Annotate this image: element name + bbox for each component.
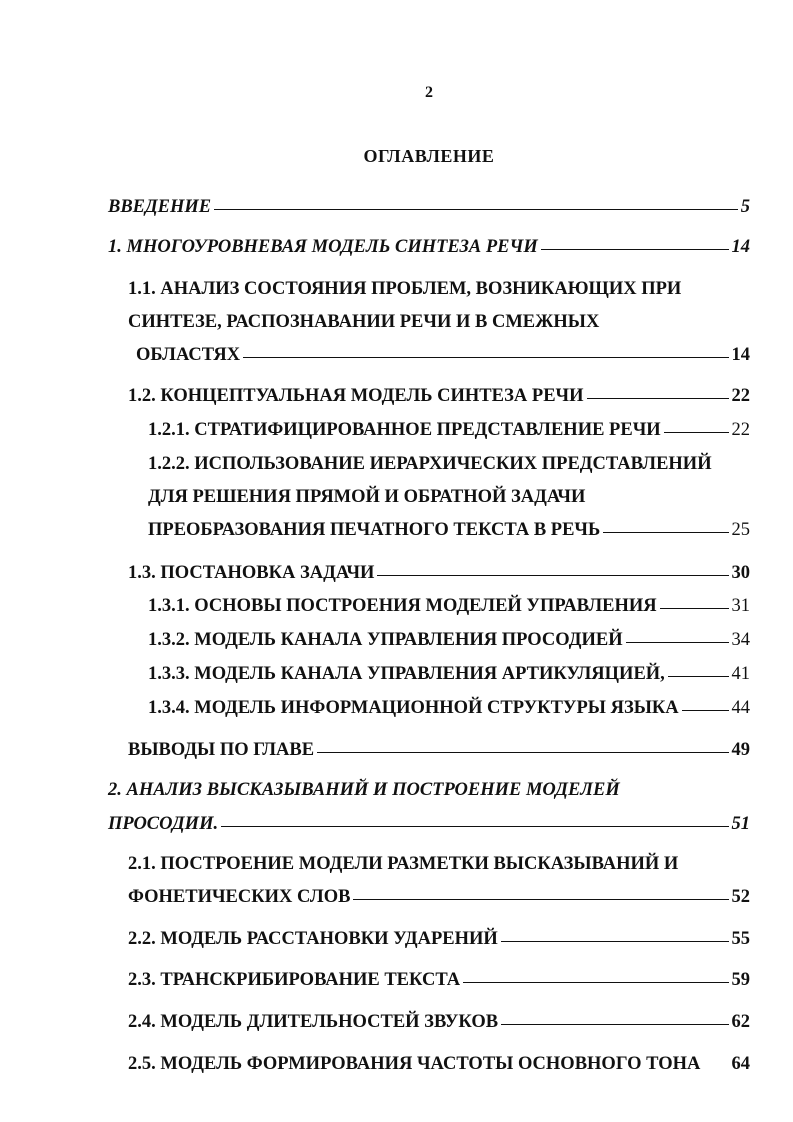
toc-page-number: 44 <box>731 698 750 718</box>
toc-page-number: 52 <box>731 887 750 907</box>
toc-entry-text: ВЫВОДЫ ПО ГЛАВЕ <box>128 740 315 760</box>
toc-leader <box>243 357 728 358</box>
toc-entry-text: 1.3. ПОСТАНОВКА ЗАДАЧИ <box>128 563 375 583</box>
toc-entry-text: 1.3.1. ОСНОВЫ ПОСТРОЕНИЯ МОДЕЛЕЙ УПРАВЛЕНИЯ <box>148 596 657 616</box>
toc-leader <box>603 532 728 533</box>
toc-entry-1-3-1 <box>148 596 750 617</box>
toc-entry-1-2-2-line-3 <box>148 520 750 541</box>
toc-entry-1-2 <box>128 386 750 407</box>
toc-entry-text: ВВЕДЕНИЕ <box>108 197 212 217</box>
toc-entry-text: 1.2. КОНЦЕПТУАЛЬНАЯ МОДЕЛЬ СИНТЕЗА РЕЧИ <box>128 386 584 406</box>
toc-page-number: 14 <box>731 345 750 365</box>
toc-page-number: 41 <box>731 664 750 684</box>
toc-page-number: 14 <box>731 237 750 257</box>
toc-page-number: 5 <box>740 197 750 217</box>
toc-page-number: 31 <box>731 596 750 616</box>
toc-entry-1-3 <box>128 563 750 584</box>
toc-entry-text: ФОНЕТИЧЕСКИХ СЛОВ <box>128 887 351 907</box>
toc-leader <box>587 398 729 399</box>
toc-leader <box>668 676 729 677</box>
toc-entry-1-3-2 <box>148 630 750 651</box>
toc-entry-introduction <box>108 197 750 218</box>
toc-leader <box>501 1024 728 1025</box>
toc-entry-chapter-1 <box>108 237 750 258</box>
toc-entry-2-3 <box>128 970 750 991</box>
toc-leader <box>501 941 729 942</box>
toc-entry-text: 2.5. МОДЕЛЬ ФОРМИРОВАНИЯ ЧАСТОТЫ ОСНОВНОГО ТОНА <box>128 1054 701 1074</box>
toc-entry-text: 2.2. МОДЕЛЬ РАССТАНОВКИ УДАРЕНИЙ <box>128 929 498 949</box>
toc-leader <box>463 982 728 983</box>
toc-page-number: 62 <box>731 1012 750 1032</box>
toc-entry-2-1-line-1: 2.1. ПОСТРОЕНИЕ МОДЕЛИ РАЗМЕТКИ ВЫСКАЗЫВАНИЙ И <box>128 854 679 874</box>
toc-entry-chapter-2-line-2 <box>108 814 750 835</box>
toc-page-number: 22 <box>731 420 750 440</box>
toc-leader <box>317 752 728 753</box>
toc-title: ОГЛАВЛЕНИЕ <box>363 146 495 166</box>
toc-entry-text: ПРЕОБРАЗОВАНИЯ ПЕЧАТНОГО ТЕКСТА В РЕЧЬ <box>148 520 601 540</box>
toc-entry-1-1-line-2: СИНТЕЗЕ, РАСПОЗНАВАНИИ РЕЧИ И В СМЕЖНЫХ <box>128 312 600 332</box>
toc-page-number: 64 <box>731 1054 750 1074</box>
toc-entry-2-5 <box>128 1054 750 1075</box>
toc-entry-1-2-2-line-2: ДЛЯ РЕШЕНИЯ ПРЯМОЙ И ОБРАТНОЙ ЗАДАЧИ <box>148 487 586 507</box>
toc-page-number: 59 <box>731 970 750 990</box>
toc-leader <box>353 899 728 900</box>
toc-entry-text: 1.2.1. СТРАТИФИЦИРОВАННОЕ ПРЕДСТАВЛЕНИЕ РЕЧИ <box>148 420 661 440</box>
toc-entry-1-3-4 <box>148 698 750 719</box>
toc-leader <box>660 608 729 609</box>
toc-leader <box>221 826 728 827</box>
toc-entry-text: 2.3. ТРАНСКРИБИРОВАНИЕ ТЕКСТА <box>128 970 461 990</box>
toc-entry-text: 1.3.4. МОДЕЛЬ ИНФОРМАЦИОННОЙ СТРУКТУРЫ ЯЗЫКА <box>148 698 679 718</box>
toc-entry-2-1-line-2 <box>128 887 750 908</box>
toc-leader <box>541 249 729 250</box>
page-number: 2 <box>425 84 433 101</box>
toc-entry-1-1-line-1: 1.1. АНАЛИЗ СОСТОЯНИЯ ПРОБЛЕМ, ВОЗНИКАЮЩИХ ПРИ <box>128 279 682 299</box>
toc-entry-text: 1. МНОГОУРОВНЕВАЯ МОДЕЛЬ СИНТЕЗА РЕЧИ <box>108 237 538 257</box>
toc-leader <box>377 575 728 576</box>
toc-leader <box>664 432 729 433</box>
toc-leader <box>214 209 738 210</box>
toc-entry-conclusions <box>128 740 750 761</box>
toc-page-number: 22 <box>731 386 750 406</box>
toc-leader <box>626 642 729 643</box>
toc-entry-2-2 <box>128 929 750 950</box>
toc-entry-text: ПРОСОДИИ. <box>108 814 219 834</box>
toc-leader <box>682 710 729 711</box>
toc-page-number: 25 <box>731 520 750 540</box>
toc-entry-text: 1.3.2. МОДЕЛЬ КАНАЛА УПРАВЛЕНИЯ ПРОСОДИЕЙ <box>148 630 623 650</box>
toc-page-number: 55 <box>731 929 750 949</box>
toc-entry-1-2-1 <box>148 420 750 441</box>
toc-entry-text: 2.4. МОДЕЛЬ ДЛИТЕЛЬНОСТЕЙ ЗВУКОВ <box>128 1012 499 1032</box>
toc-entry-2-4 <box>128 1012 750 1033</box>
toc-entry-text: 1.3.3. МОДЕЛЬ КАНАЛА УПРАВЛЕНИЯ АРТИКУЛЯЦИЕЙ, <box>148 664 665 684</box>
toc-page-number: 34 <box>731 630 750 650</box>
toc-entry-1-2-2-line-1: 1.2.2. ИСПОЛЬЗОВАНИЕ ИЕРАРХИЧЕСКИХ ПРЕДСТАВЛЕНИЙ <box>148 454 712 474</box>
toc-page-number: 51 <box>731 814 750 834</box>
toc-entry-text: ОБЛАСТЯХ <box>136 345 241 365</box>
toc-entry-1-1-line-3 <box>136 345 750 366</box>
toc-page-number: 30 <box>731 563 750 583</box>
toc-page-number: 49 <box>731 740 750 760</box>
toc-entry-chapter-2-line-1: 2. АНАЛИЗ ВЫСКАЗЫВАНИЙ И ПОСТРОЕНИЕ МОДЕЛЕЙ <box>108 780 620 800</box>
toc-entry-1-3-3 <box>148 664 750 685</box>
